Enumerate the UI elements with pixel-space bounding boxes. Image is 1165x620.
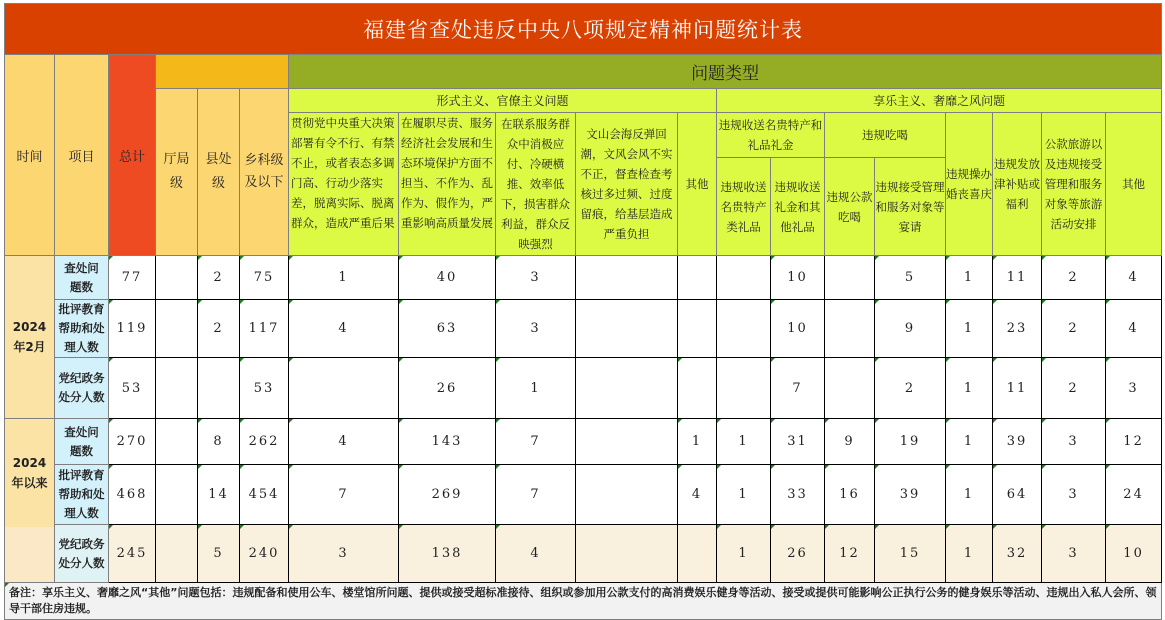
table-row xyxy=(5,525,1162,583)
row-item-text: 批评教育帮助和处理人数 xyxy=(58,468,105,520)
cell-xiang[interactable]: 117 xyxy=(240,300,289,358)
cell-dining-public[interactable]: 16 xyxy=(825,465,875,525)
cell-gift-cash[interactable]: 26 xyxy=(771,525,825,583)
cell-total[interactable]: 468 xyxy=(109,465,156,525)
stats-table xyxy=(4,3,1162,620)
cell-f1[interactable]: 4 xyxy=(289,300,399,358)
header-formalism-col-2: 在履职尽责、服务经济社会发展和生态环境保护方面不担当、不作为、乱作为、假作为，严重影响高质量发展 xyxy=(399,113,496,256)
row-item-label xyxy=(55,525,109,583)
cell-subsidies[interactable]: 64 xyxy=(993,465,1042,525)
stats-table-container xyxy=(4,3,1161,620)
row-item-text: 批评教育帮助和处理人数 xyxy=(58,302,105,354)
cell-total[interactable]: 270 xyxy=(109,419,156,465)
cell-gift-cash[interactable]: 31 xyxy=(771,419,825,465)
header-level-group xyxy=(156,55,289,89)
cell-f-other[interactable]: 1 xyxy=(678,419,717,465)
row-item-label xyxy=(55,358,109,419)
cell-gift-specialty[interactable]: 1 xyxy=(717,465,771,525)
header-formalism-group: 形式主义、官僚主义问题 xyxy=(289,89,717,113)
header-time: 时间 xyxy=(5,55,55,256)
cell-subsidies[interactable]: 11 xyxy=(993,256,1042,300)
cell-subsidies[interactable]: 11 xyxy=(993,358,1042,419)
cell-h-other[interactable]: 12 xyxy=(1106,419,1162,465)
cell-wedding[interactable]: 1 xyxy=(946,358,993,419)
header-problem-type: 问题类型 xyxy=(289,55,1162,89)
cell-f-other[interactable] xyxy=(678,525,717,583)
cell-dining-banquet[interactable]: 39 xyxy=(875,465,946,525)
cell-f-other[interactable] xyxy=(678,256,717,300)
cell-ting[interactable] xyxy=(156,525,198,583)
time-cell xyxy=(5,256,55,419)
cell-dining-public[interactable]: 9 xyxy=(825,419,875,465)
cell-ting[interactable] xyxy=(156,300,198,358)
time-label: 2024年2月 xyxy=(12,320,47,354)
cell-ting[interactable] xyxy=(156,256,198,300)
header-subsidies: 违规发放津补贴或福利 xyxy=(993,113,1042,256)
cell-h-other[interactable]: 4 xyxy=(1106,300,1162,358)
cell-f1[interactable]: 4 xyxy=(289,419,399,465)
header-dining-group: 违规吃喝 xyxy=(825,113,946,158)
header-hedonism-other: 其他 xyxy=(1106,113,1162,256)
row-item-label xyxy=(55,300,109,358)
header-formalism-other: 其他 xyxy=(678,113,717,256)
cell-wedding[interactable]: 1 xyxy=(946,465,993,525)
cell-xiang[interactable]: 262 xyxy=(240,419,289,465)
header-item: 项目 xyxy=(55,55,109,256)
cell-f3[interactable]: 3 xyxy=(496,256,576,300)
cell-f-other[interactable] xyxy=(678,300,717,358)
cell-total[interactable]: 119 xyxy=(109,300,156,358)
header-level-xiang-label: 乡科级及以下 xyxy=(244,153,284,190)
cell-xiang[interactable]: 53 xyxy=(240,358,289,419)
table-row xyxy=(5,465,1162,525)
table-row xyxy=(5,256,1162,300)
header-hedonism-group: 享乐主义、奢靡之风问题 xyxy=(717,89,1162,113)
cell-travel[interactable]: 3 xyxy=(1042,419,1106,465)
cell-f3[interactable]: 4 xyxy=(496,525,576,583)
cell-f-other[interactable] xyxy=(678,358,717,419)
cell-f1[interactable]: 1 xyxy=(289,256,399,300)
cell-f4[interactable] xyxy=(576,256,678,300)
cell-f2[interactable]: 63 xyxy=(399,300,496,358)
cell-f2[interactable]: 138 xyxy=(399,525,496,583)
header-level-ting-label: 厅局级 xyxy=(163,152,190,191)
table-row xyxy=(5,419,1162,465)
header-level-ting xyxy=(156,89,198,256)
cell-f3[interactable]: 7 xyxy=(496,419,576,465)
header-gift-cash: 违规收送礼金和其他礼品 xyxy=(771,158,825,256)
row-item-text: 查处问题数 xyxy=(64,424,99,458)
header-level-xian xyxy=(198,89,240,256)
cell-travel[interactable]: 2 xyxy=(1042,300,1106,358)
cell-gift-specialty[interactable]: 1 xyxy=(717,419,771,465)
cell-xian[interactable]: 8 xyxy=(198,419,240,465)
cell-xiang[interactable]: 75 xyxy=(240,256,289,300)
cell-f1[interactable]: 3 xyxy=(289,525,399,583)
cell-gift-specialty[interactable] xyxy=(717,256,771,300)
cell-dining-banquet[interactable]: 2 xyxy=(875,358,946,419)
row-item-label xyxy=(55,256,109,300)
cell-dining-public[interactable] xyxy=(825,300,875,358)
header-level-xiang xyxy=(240,89,289,256)
cell-f4[interactable] xyxy=(576,358,678,419)
cell-total[interactable]: 77 xyxy=(109,256,156,300)
cell-wedding[interactable]: 1 xyxy=(946,300,993,358)
row-item-text: 党纪政务处分人数 xyxy=(58,371,105,404)
row-item-label xyxy=(55,419,109,465)
cell-f4[interactable] xyxy=(576,419,678,465)
cell-travel[interactable]: 3 xyxy=(1042,525,1106,583)
header-formalism-col-1: 贯彻党中央重大决策部署有令不行、有禁不止，或者表态多调门高、行动少落实差，脱离实际、脱离群众，造成严重后果 xyxy=(289,113,399,256)
header-level-xian-label: 县处级 xyxy=(205,152,232,191)
cell-f4[interactable] xyxy=(576,300,678,358)
cell-f3[interactable]: 3 xyxy=(496,300,576,358)
cell-f2[interactable]: 40 xyxy=(399,256,496,300)
header-wedding-funeral: 违规操办婚丧喜庆 xyxy=(946,113,993,256)
cell-travel[interactable]: 3 xyxy=(1042,465,1106,525)
cell-f3[interactable]: 7 xyxy=(496,465,576,525)
cell-dining-banquet[interactable]: 5 xyxy=(875,256,946,300)
cell-subsidies[interactable]: 39 xyxy=(993,419,1042,465)
cell-gift-specialty[interactable] xyxy=(717,358,771,419)
cell-ting[interactable] xyxy=(156,419,198,465)
cell-subsidies[interactable]: 23 xyxy=(993,300,1042,358)
cell-wedding[interactable]: 1 xyxy=(946,525,993,583)
cell-h-other[interactable]: 24 xyxy=(1106,465,1162,525)
cell-wedding[interactable]: 1 xyxy=(946,419,993,465)
cell-xiang[interactable]: 454 xyxy=(240,465,289,525)
cell-dining-public[interactable] xyxy=(825,358,875,419)
header-gift-group: 违规收送名贵特产和礼品礼金 xyxy=(717,113,825,158)
cell-h-other[interactable]: 10 xyxy=(1106,525,1162,583)
cell-xian[interactable] xyxy=(198,358,240,419)
cell-xian[interactable]: 2 xyxy=(198,300,240,358)
cell-gift-specialty[interactable] xyxy=(717,300,771,358)
cell-gift-cash[interactable]: 7 xyxy=(771,358,825,419)
header-formalism-col-4: 文山会海反弹回潮，文风会风不实不正，督查检查考核过多过频、过度留痕，给基层造成严重负担 xyxy=(576,113,678,256)
cell-f4[interactable] xyxy=(576,465,678,525)
header-dining-public: 违规公款吃喝 xyxy=(825,158,875,256)
cell-gift-cash[interactable]: 10 xyxy=(771,300,825,358)
cell-f2[interactable]: 269 xyxy=(399,465,496,525)
header-formalism-col-3: 在联系服务群众中消极应付、冷硬横推、效率低下，损害群众利益，群众反映强烈 xyxy=(496,113,576,256)
table-row xyxy=(5,300,1162,358)
cell-dining-public[interactable]: 12 xyxy=(825,525,875,583)
cell-dining-banquet[interactable]: 19 xyxy=(875,419,946,465)
cell-ting[interactable] xyxy=(156,358,198,419)
header-dining-banquet: 违规接受管理和服务对象等宴请 xyxy=(875,158,946,256)
cell-gift-cash[interactable]: 33 xyxy=(771,465,825,525)
row-item-text: 党纪政务处分人数 xyxy=(58,536,105,570)
time-cell xyxy=(5,419,55,583)
row-item-label xyxy=(55,465,109,525)
header-public-travel: 公款旅游以及违规接受管理和服务对象等旅游活动安排 xyxy=(1042,113,1106,256)
cell-ting[interactable] xyxy=(156,465,198,525)
cell-f1[interactable]: 7 xyxy=(289,465,399,525)
cell-xian[interactable]: 2 xyxy=(198,256,240,300)
cell-wedding[interactable]: 1 xyxy=(946,256,993,300)
cell-h-other[interactable]: 3 xyxy=(1106,358,1162,419)
table-row xyxy=(5,358,1162,419)
cell-xian[interactable]: 5 xyxy=(198,525,240,583)
cell-f1[interactable] xyxy=(289,358,399,419)
header-total: 总计 xyxy=(109,55,156,256)
cell-f4[interactable] xyxy=(576,525,678,583)
time-label: 2024年以来 xyxy=(11,455,48,490)
cell-dining-public[interactable] xyxy=(825,256,875,300)
cell-f2[interactable]: 26 xyxy=(399,358,496,419)
cell-dining-banquet[interactable]: 15 xyxy=(875,525,946,583)
cell-subsidies[interactable]: 32 xyxy=(993,525,1042,583)
cell-h-other[interactable]: 4 xyxy=(1106,256,1162,300)
cell-total[interactable]: 245 xyxy=(109,525,156,583)
cell-gift-cash[interactable]: 10 xyxy=(771,256,825,300)
cell-gift-specialty[interactable]: 1 xyxy=(717,525,771,583)
cell-xiang[interactable]: 240 xyxy=(240,525,289,583)
cell-f2[interactable]: 143 xyxy=(399,419,496,465)
cell-f-other[interactable]: 4 xyxy=(678,465,717,525)
cell-dining-banquet[interactable]: 9 xyxy=(875,300,946,358)
page-title: 福建省查处违反中央八项规定精神问题统计表 xyxy=(5,4,1162,55)
cell-total[interactable]: 53 xyxy=(109,358,156,419)
header-gift-specialty: 违规收送名贵特产类礼品 xyxy=(717,158,771,256)
row-item-text: 查处问题数 xyxy=(64,260,99,294)
cell-travel[interactable]: 2 xyxy=(1042,358,1106,419)
cell-travel[interactable]: 2 xyxy=(1042,256,1106,300)
footnote: 备注：享乐主义、奢靡之风“其他”问题包括：违规配备和使用公车、楼堂馆所问题、提供或接受超标准接待、组织或参加用公款支付的高消费娱乐健身等活动、接受或提供可能影响公正执行公务的健身娱乐等活动、违规出入私人会所、领导干部住房违规。 xyxy=(5,583,1162,620)
cell-f3[interactable]: 1 xyxy=(496,358,576,419)
cell-xian[interactable]: 14 xyxy=(198,465,240,525)
